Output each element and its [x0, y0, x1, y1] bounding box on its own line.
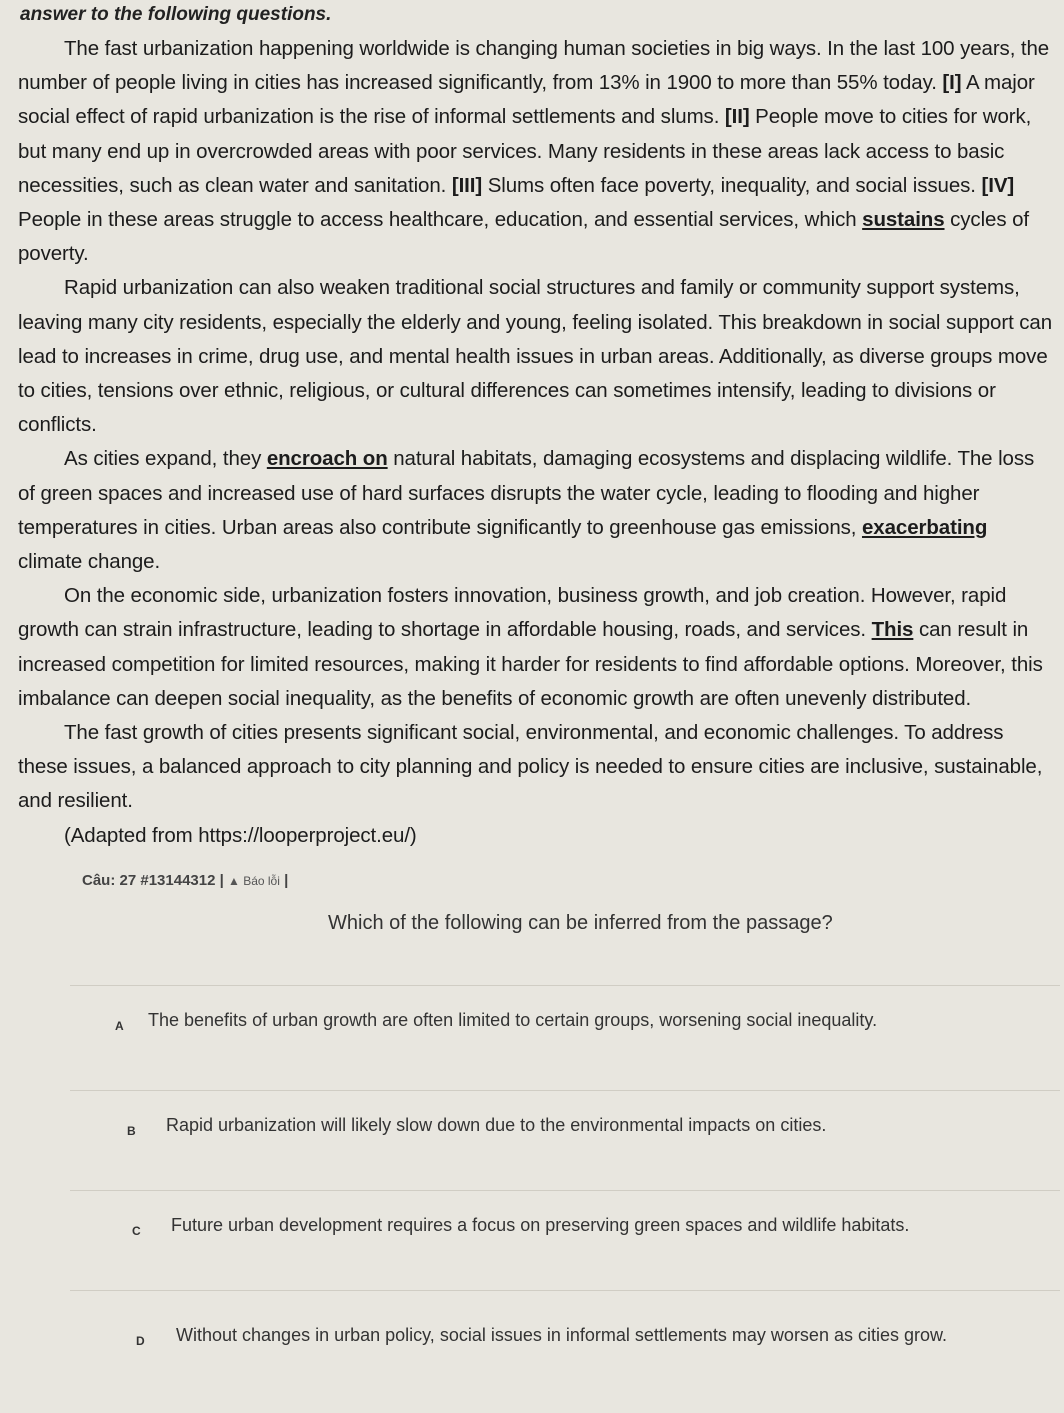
option-text: Future urban development requires a focus on preserving green spaces and wildlife habitats.	[171, 1215, 910, 1235]
paragraph-3: As cities expand, they encroach on natural habitats, damaging ecosystems and displacing wildlife. The loss of green spaces and increased use of hard surfaces disrupts the water cycle, leading to flooding and higher temperatures in cities. Urban areas also contribute significantly to greenhouse gas emissions, exacerbating climate change.	[18, 447, 1035, 574]
highlight-sustains: sustains	[862, 208, 945, 232]
option-text: The benefits of urban growth are often limited to certain groups, worsening social inequality.	[148, 1010, 878, 1030]
option-b[interactable]	[70, 1090, 1060, 1191]
question-text: Which of the following can be inferred from the passage?	[328, 912, 833, 934]
reading-passage	[18, 16, 1054, 853]
option-c[interactable]	[70, 1190, 1060, 1291]
highlight-this: This	[871, 618, 914, 642]
marker-4: [IV]	[981, 173, 1015, 197]
option-d[interactable]	[70, 1290, 1060, 1401]
question-meta: Câu: 27 #13144312 | ▲ Báo lỗi |	[82, 872, 289, 889]
paragraph-5: The fast growth of cities presents significant social, environmental, and economic challenges. To address these issues, a balanced approach to city planning and policy is needed to ensure cities are inclusive, sustainable, and resilient.	[18, 721, 1043, 813]
option-letter: A	[115, 1019, 124, 1033]
option-a[interactable]	[70, 985, 1060, 1056]
report-error-link[interactable]: ▲ Báo lỗi	[227, 874, 280, 888]
marker-2: [II]	[724, 105, 750, 129]
paragraph-2: Rapid urbanization can also weaken traditional social structures and family or community support systems, leaving many city residents, especially the elderly and young, feeling isolated. This breakdown in social support can lead to increases in crime, drug use, and mental health issues in urban areas. Additionally, as diverse groups move to cities, tensions over ethnic, religious, or cultural differences can sometimes intensify, leading to divisions or conflicts.	[18, 276, 1053, 437]
option-text: Without changes in urban policy, social issues in informal settlements may worsen as cities grow.	[176, 1325, 948, 1345]
marker-1: [I]	[942, 71, 962, 95]
highlight-encroach-on: encroach on	[266, 447, 388, 471]
source-citation: (Adapted from https://looperproject.eu/)	[64, 823, 417, 847]
option-letter: C	[132, 1224, 141, 1238]
paragraph-4: On the economic side, urbanization fosters innovation, business growth, and job creation. However, rapid growth can strain infrastructure, leading to shortage in affordable housing, roads, and services. This can result in increased competition for limited resources, making it harder for residents to find affordable options. Moreover, this imbalance can deepen social inequality, as the benefits of economic growth are often unevenly distributed.	[18, 584, 1043, 710]
marker-3: [III]	[451, 173, 483, 197]
option-letter: B	[127, 1124, 136, 1138]
option-text: Rapid urbanization will likely slow down due to the environmental impacts on cities.	[166, 1115, 827, 1135]
option-letter: D	[136, 1334, 145, 1348]
instruction-header: answer to the following questions.	[20, 4, 332, 25]
highlight-exacerbating: exacerbating	[861, 515, 988, 539]
paragraph-1: The fast urbanization happening worldwide is changing human societies in big ways. In the last 100 years, the number of people living in cities has increased significantly, from 13% in 1900 to more than 55% today. [I] A major social effect of rapid urbanization is the rise of informal settlements and slums. [II] People move to cities for work, but many end up in overcrowded areas with poor services. Many residents in these areas lack access to basic necessities, such as clean water and sanitation. [III] Slums often face poverty, inequality, and social issues. [IV] People in these areas struggle to access healthcare, education, and essential services, which sustains cycles of poverty.	[18, 37, 1050, 266]
question-id: Câu: 27 #13144312	[82, 872, 216, 889]
